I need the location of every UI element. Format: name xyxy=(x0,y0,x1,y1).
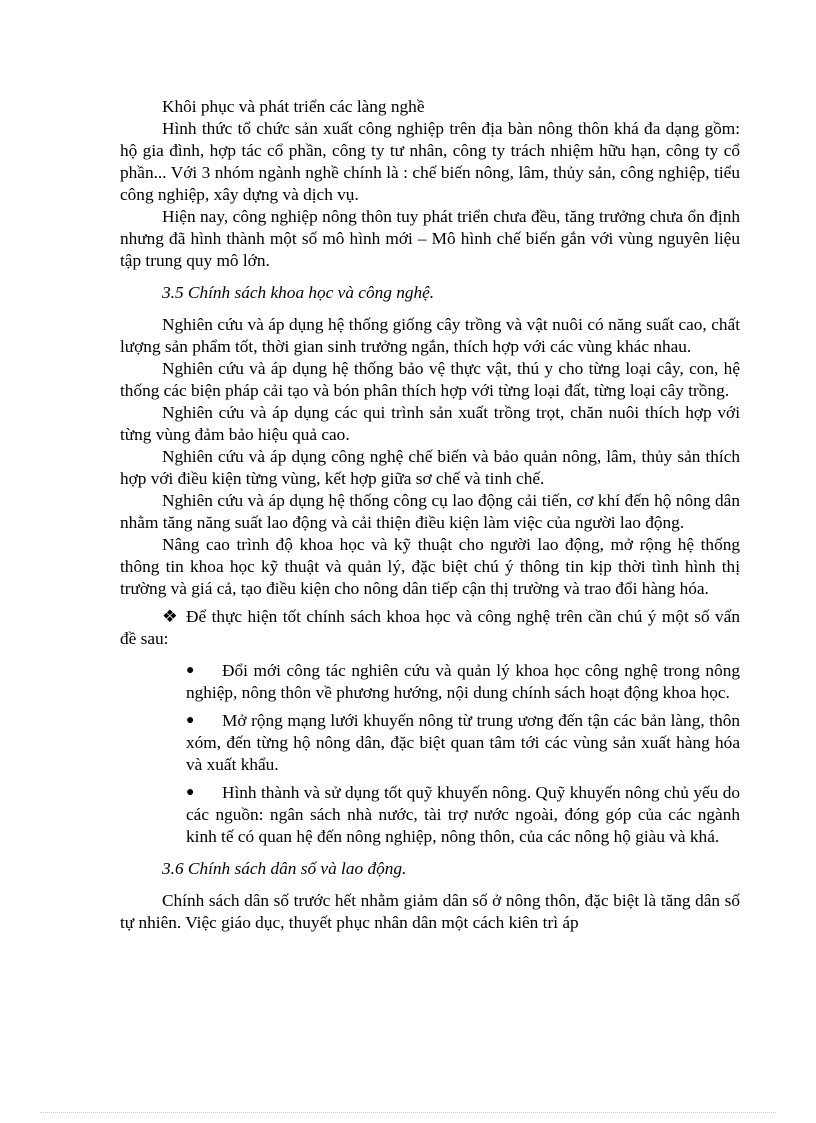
list-item xyxy=(186,782,740,848)
paragraph-research-processes: Nghiên cứu và áp dụng các qui trình sản xuất trồng trọt, chăn nuôi thích hợp với từng vùng đảm bảo hiệu quả cao. xyxy=(120,403,740,444)
bullet-text: Mở rộng mạng lưới khuyến nông từ trung ương đến tận các bản làng, thôn xóm, đến từng hộ nông dân, đặc biệt quan tâm tới các vùng sản xuất hàng hóa và xuất khẩu. xyxy=(186,711,740,774)
paragraph-population-policy: Chính sách dân số trước hết nhằm giảm dân số ở nông thôn, đặc biệt là tăng dân số tự nhiên. Việc giáo dục, thuyết phục nhân dân một cách kiên trì áp xyxy=(120,891,740,932)
bullet-dot-icon: ● xyxy=(186,785,195,800)
paragraph-research-protection: Nghiên cứu và áp dụng hệ thống bảo vệ thực vật, thú y cho từng loại cây, con, hệ thống các biện pháp cải tạo và bón phân thích hợp với từng loại đất, từng loại cây trồng. xyxy=(120,359,740,400)
diamond-item-text: Để thực hiện tốt chính sách khoa học và công nghệ trên cần chú ý một số vấn đề sau: xyxy=(120,607,740,648)
section-heading-3-5: 3.5 Chính sách khoa học và công nghệ. xyxy=(162,283,435,302)
bullet-text: Đổi mới công tác nghiên cứu và quản lý khoa học công nghệ trong nông nghiệp, nông thôn về phương hướng, nội dung chính sách hoạt động khoa học. xyxy=(186,661,740,702)
list-item xyxy=(186,660,740,704)
diamond-list-item: ❖ Để thực hiện tốt chính sách khoa học và công nghệ trên cần chú ý một số vấn đề sau: xyxy=(120,607,740,648)
bullet-text: Hình thành và sử dụng tốt quỹ khuyến nông. Quỹ khuyến nông chủ yếu do các nguồn: ngân sách nhà nước, tài trợ nước ngoài, đóng góp của các ngành kinh tế có quan hệ đến nông nghiệp, nông thôn, của các nông hộ giàu và khá. xyxy=(186,783,740,846)
section-heading-3-6: 3.6 Chính sách dân số và lao động. xyxy=(162,859,407,878)
bullet-dot-icon: ● xyxy=(186,663,195,678)
document-page xyxy=(120,96,740,934)
list-item xyxy=(186,710,740,776)
paragraph-rural-industry: Hiện nay, công nghiệp nông thôn tuy phát triển chưa đều, tăng trưởng chưa ổn định nhưng đã hình thành một số mô hình mới – Mô hình chế biến gắn với vùng nguyên liệu tập trung quy mô lớn. xyxy=(120,207,740,270)
paragraph-craft-villages: Khôi phục và phát triển các làng nghề xyxy=(162,97,425,116)
bullet-list xyxy=(120,660,740,848)
paragraph-research-tools: Nghiên cứu và áp dụng hệ thống công cụ lao động cải tiến, cơ khí đến hộ nông dân nhằm tăng năng suất lao động và cải thiện điều kiện làm việc của người lao động. xyxy=(120,491,740,532)
paragraph-industry-forms: Hình thức tổ chức sản xuất công nghiệp trên địa bàn nông thôn khá đa dạng gồm: hộ gia đình, hợp tác cổ phần, công ty tư nhân, công ty trách nhiệm hữu hạn, công ty cổ phần... Với 3 nhóm ngành nghề chính là : chế biến nông, lâm, thủy sản, công nghiệp, tiểu công nghiệp, xây dựng và dịch vụ. xyxy=(120,119,740,204)
paragraph-research-seeds: Nghiên cứu và áp dụng hệ thống giống cây trồng và vật nuôi có năng suất cao, chất lượng sản phẩm tốt, thời gian sinh trưởng ngắn, thích hợp với các vùng khác nhau. xyxy=(120,315,740,356)
paragraph-research-processing: Nghiên cứu và áp dụng công nghệ chế biến và bảo quản nông, lâm, thủy sản thích hợp với điều kiện từng vùng, kết hợp giữa sơ chế và tinh chế. xyxy=(120,447,740,488)
page-bottom-divider xyxy=(40,1112,776,1113)
bullet-dot-icon: ● xyxy=(186,713,195,728)
paragraph-training: Nâng cao trình độ khoa học và kỹ thuật cho người lao động, mở rộng hệ thống thông tin khoa học kỹ thuật và quản lý, đặc biệt chú ý thông tin kịp thời tình hình thị trường và giá cả, tạo điều kiện cho nông dân tiếp cận thị trường và trao đổi hàng hóa. xyxy=(120,535,740,598)
